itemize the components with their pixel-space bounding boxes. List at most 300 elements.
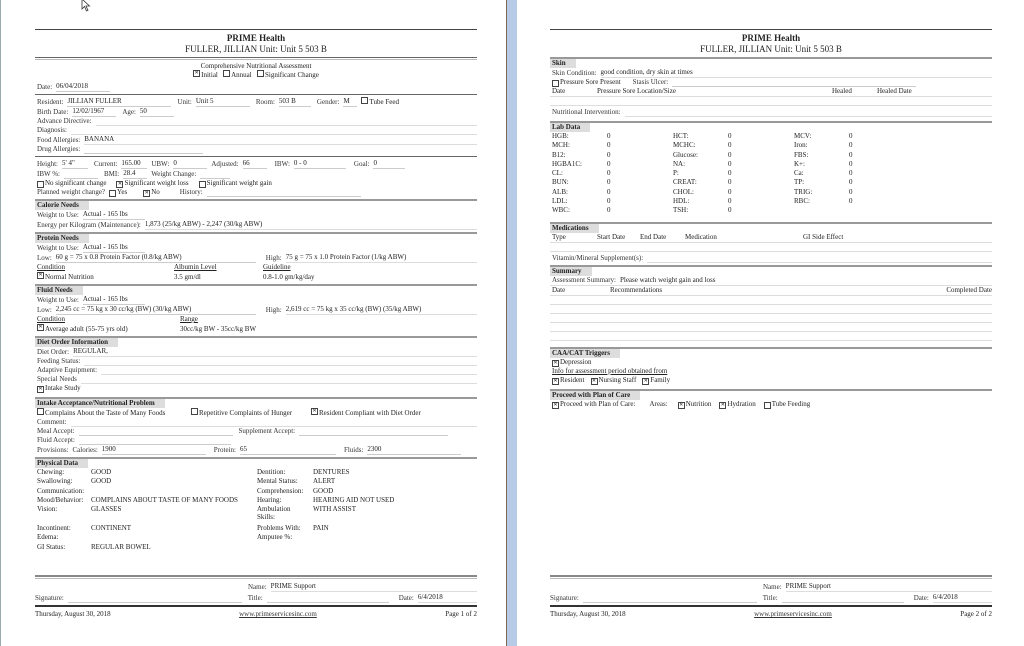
patient-line: FULLER, JILLIAN Unit: Unit 5 503 B (185, 44, 327, 54)
special-needs-value (81, 375, 477, 384)
initial-checkbox[interactable] (193, 70, 200, 77)
goal-label: Goal: (353, 160, 370, 168)
gender-value: M (343, 97, 357, 107)
vitamin-supplement-value (647, 254, 992, 263)
adaptive-equipment-value (101, 366, 477, 375)
signature-date-value: 6/4/2018 (418, 593, 477, 603)
org-title-page-2: PRIME Health (741, 33, 801, 43)
summary-section (550, 265, 992, 341)
initial-label: Initial (201, 71, 218, 79)
depression-checkbox[interactable] (552, 360, 559, 367)
albumin-level-header: Albumin Level (174, 263, 217, 271)
signer-name-value: PRIME Support (786, 582, 992, 592)
diet-order-label: Diet Order: (37, 348, 70, 356)
phys-label: Vision: (37, 505, 58, 514)
lab-label: NA: (673, 159, 686, 168)
supplement-accept-value (299, 427, 448, 436)
phys-value (313, 533, 463, 542)
birth-date-label: Birth Date: (37, 108, 69, 116)
lab-label: TP: (794, 178, 805, 187)
no-significant-change-label: No significant change (45, 179, 107, 187)
resident-source-checkbox[interactable] (552, 378, 559, 385)
phys-label: Chewing: (37, 468, 65, 476)
lab-data-section (550, 121, 992, 216)
phys-label: GI Status: (37, 542, 66, 551)
lab-label: TRIG: (794, 187, 813, 196)
page-number: Page 1 of 2 (445, 610, 477, 618)
fluid-accept-label: Fluid Accept: (37, 436, 75, 444)
signer-name-label: Name: (248, 583, 267, 591)
lab-label: Glucose: (673, 150, 698, 159)
resident-source-label: Resident (560, 375, 585, 384)
signer-name-value: PRIME Support (271, 582, 477, 592)
significant-change-label: Significant Change (264, 71, 319, 79)
significant-change-checkbox[interactable] (257, 70, 264, 77)
lab-label: WBC: (552, 206, 570, 215)
fluid-needs-section (35, 284, 477, 334)
provision-calories-label: Calories: (72, 446, 98, 454)
phys-label: Hearing: (257, 495, 282, 504)
phys-label: Swallowing: (37, 477, 73, 486)
physical-data-grid (35, 468, 477, 552)
lab-value: 0 (607, 132, 611, 140)
nursing-staff-checkbox[interactable] (591, 378, 598, 385)
lab-label: RBC: (794, 197, 810, 206)
phys-value: COMPLAINS ABOUT TASTE OF MANY FOODS (91, 495, 238, 504)
lab-label: CREAT: (673, 178, 697, 187)
physical-data-heading: Physical Data (35, 459, 88, 468)
fluid-accept-value (79, 436, 231, 445)
nutrition-checkbox[interactable] (678, 402, 685, 409)
normal-nutrition-checkbox[interactable] (37, 272, 44, 279)
page-1-content (35, 29, 477, 552)
signature-date-value: 6/4/2018 (933, 593, 992, 603)
guideline-value: 0.8-1.0 gm/kg/day (263, 273, 315, 281)
lab-value: 0 (607, 159, 611, 168)
page-1-footer (35, 610, 477, 618)
lab-label: HCT: (673, 132, 689, 140)
planned-no-checkbox[interactable] (143, 190, 150, 197)
age-value: 50 (140, 107, 174, 117)
tube-feeding-checkbox[interactable] (764, 402, 771, 409)
skin-col-healed: Healed (832, 87, 852, 95)
complaints-hunger-label: Repetitive Complaints of Hunger (199, 409, 293, 417)
lab-label: HGB: (552, 132, 569, 140)
ibw-value: 0 - 0 (294, 159, 346, 169)
intake-study-label: Intake Study (45, 384, 81, 392)
phys-value (91, 533, 257, 542)
org-title: PRIME Health (226, 33, 286, 43)
signer-title-value (267, 594, 389, 603)
complains-taste-label: Complains About the Taste of Many Foods (45, 409, 166, 417)
energy-per-kg-label: Energy per Kilogram (Maintenance): (37, 221, 141, 229)
height-value: 5' 4" (62, 159, 88, 169)
weight-change-label: Weight Change: (151, 170, 197, 178)
lab-value: 0 (849, 197, 853, 206)
summary-col-date: Date (552, 285, 566, 294)
planned-yes-checkbox[interactable] (109, 190, 116, 197)
lab-value: 0 (728, 132, 732, 140)
bmi-value: 28.4 (123, 169, 147, 179)
annual-label: Annual (231, 71, 252, 79)
advance-directive-value (96, 117, 477, 126)
room-value: 503 B (279, 97, 311, 107)
lab-label: Ca: (794, 169, 804, 178)
protein-needs-heading: Protein Needs (35, 234, 89, 243)
ubw-label: UBW: (151, 160, 170, 168)
height-label: Height: (37, 160, 58, 168)
calorie-needs-heading: Calorie Needs (35, 201, 89, 210)
lab-label: MCV: (794, 132, 812, 140)
lab-label: LDL: (552, 197, 568, 206)
calorie-weight-value: Actual - 165 lbs (83, 210, 145, 220)
lab-label: MCHC: (673, 141, 696, 150)
phys-value: GLASSES (91, 505, 122, 514)
lab-label: CHOL: (673, 187, 694, 196)
phys-value (91, 487, 257, 496)
phys-value: GOOD (91, 468, 112, 476)
advance-directive-label: Advance Directive: (37, 117, 92, 125)
depression-label: Depression (560, 357, 592, 366)
skin-col-date: Date (552, 87, 566, 95)
physical-data-section (35, 457, 477, 552)
print-date: Thursday, August 30, 2018 (550, 610, 626, 618)
stasis-ulcer-value (672, 78, 916, 87)
room-label: Room: (255, 98, 275, 106)
food-allergies-label: Food Allergies: (37, 136, 81, 144)
phys-label: Communication: (37, 486, 85, 495)
fluid-high-value: 2,619 cc = 75 kg x 35 cc/kg (BW) (35/kg ABW) (286, 305, 477, 315)
lab-value: 0 (849, 169, 853, 178)
signature-field[interactable] (68, 594, 242, 603)
fluid-low-label: Low: (37, 306, 52, 314)
diagnosis-value (71, 126, 477, 135)
lab-value: 0 (607, 178, 611, 187)
feeding-status-value (84, 357, 477, 366)
provisions-label: Provisions: (37, 446, 69, 454)
intake-acceptance-heading: Intake Acceptance/Nutritional Problem (35, 399, 165, 408)
medications-heading: Medications (550, 224, 599, 233)
fluid-low-value: 2,245 cc = 75 kg x 30 cc/kg (BW) (30/kg ABW) (56, 305, 256, 315)
nutritional-intervention-value (625, 108, 992, 117)
mouse-cursor-icon (81, 0, 91, 12)
unit-value: Unit 5 (196, 97, 250, 107)
lab-label (794, 206, 849, 215)
lab-value: 0 (607, 169, 611, 178)
caa-triggers-section (550, 347, 992, 385)
supplement-accept-label: Supplement Accept: (238, 427, 296, 435)
tube-feed-label: Tube Feed (369, 98, 399, 106)
phys-label: Edema: (37, 533, 59, 542)
stasis-ulcer-label: Stasis Ulcer: (632, 78, 669, 86)
tube-feed-checkbox[interactable] (361, 97, 368, 104)
resident-name: JILLIAN FULLER (67, 97, 171, 107)
pressure-sore-checkbox[interactable] (552, 80, 559, 87)
lab-label: K+: (794, 159, 805, 168)
current-weight-value: 165.00 (121, 159, 147, 169)
report-page-2 (517, 0, 1024, 646)
lab-value: 0 (607, 150, 611, 159)
signer-title-label: Title: (762, 594, 778, 602)
nursing-staff-label: Nursing Staff (598, 375, 637, 384)
skin-col-location: Pressure Sore Location/Size (597, 87, 676, 95)
phys-value: GOOD (313, 486, 334, 495)
food-allergies-value: BANANA (84, 135, 477, 145)
protein-low-value: 60 g = 75 x 0.8 Protein Factor (0.8/kg ABW) (56, 253, 256, 263)
lab-value: 0 (849, 159, 853, 168)
skin-condition-value: good condition, dry skin at times (601, 68, 992, 78)
info-source-label: Info for assessment period obtained from (552, 366, 668, 375)
lab-value (849, 206, 909, 215)
signature-block-page-1 (35, 575, 477, 618)
planned-weight-change-label: Planned weight change? (37, 188, 106, 196)
phys-value: CONTINENT (91, 524, 132, 533)
website-link[interactable]: www.primeservicesinc.com (239, 610, 317, 618)
diet-order-heading: Diet Order Information (35, 338, 118, 347)
no-significant-change-checkbox[interactable] (37, 181, 44, 188)
fluid-range-value: 30cc/kg BW - 35cc/kg BW (180, 325, 257, 333)
phys-value (313, 543, 463, 552)
hydration-label: Hydration (727, 399, 756, 408)
history-value (207, 188, 361, 197)
birth-date: 12/02/1967 (72, 107, 116, 117)
lab-value: 0 (849, 178, 853, 187)
lab-value: 0 (728, 197, 732, 206)
feeding-status-label: Feeding Status: (37, 357, 81, 365)
resident-label: Resident: (37, 98, 64, 106)
protein-high-label: High: (265, 254, 282, 262)
guideline-header: Guideline (263, 263, 291, 271)
pressure-sore-label: Pressure Sore Present (560, 78, 621, 86)
signature-date-label: Date: (398, 594, 414, 602)
summary-col-recommendations: Recommendations (610, 285, 663, 294)
significant-weight-gain-checkbox[interactable] (199, 181, 206, 188)
lab-value: 0 (607, 206, 611, 215)
diet-order-value: REGULAR, (73, 347, 477, 357)
lab-value: 0 (607, 197, 611, 206)
protein-high-value: 75 g = 75 x 1.0 Protein Factor (1/kg ABW) (286, 253, 477, 263)
signer-name-label: Name: (763, 583, 782, 591)
lab-label: HGBA1C: (552, 159, 582, 168)
protein-needs-section (35, 232, 477, 282)
signer-title-label: Title: (247, 594, 263, 602)
phys-label (257, 543, 313, 552)
lab-label: FBS: (794, 150, 809, 159)
intake-study-checkbox[interactable] (37, 386, 44, 393)
med-col-end: End Date (640, 232, 667, 241)
med-col-medication: Medication (685, 232, 717, 241)
fluid-range-header: Range (180, 315, 198, 323)
albumin-level-value: 3.5 gm/dl (174, 273, 201, 281)
compliant-diet-checkbox[interactable] (311, 408, 318, 415)
fluid-condition-value: Average adult (55-75 yrs old) (45, 325, 128, 333)
nutritional-intervention-label: Nutritional Intervention: (552, 108, 621, 116)
phys-label: Problems With: (257, 524, 301, 533)
lab-value: 0 (728, 159, 732, 168)
date-label: Date: (37, 83, 53, 91)
lab-label: CL: (552, 169, 563, 178)
lab-value: 0 (728, 169, 732, 178)
website-link[interactable]: www.primeservicesinc.com (754, 610, 832, 618)
plan-of-care-section (550, 389, 992, 409)
diet-order-section (35, 336, 477, 393)
phys-label: Mental Status: (257, 477, 298, 486)
goal-value: 0 (373, 159, 405, 169)
signature-label: Signature: (550, 594, 579, 602)
bmi-label: BMI: (104, 170, 120, 178)
provision-fluids-value: 2300 (367, 445, 461, 455)
lab-label: BUN: (552, 178, 569, 187)
plan-of-care-heading: Proceed with Plan of Care (550, 391, 640, 400)
energy-per-kg-value: 1,873 (25/kg ABW) - 2,247 (30/kg ABW) (145, 220, 477, 230)
meal-accept-label: Meal Accept: (37, 427, 75, 435)
phys-label: Incontinent: (37, 524, 71, 533)
phys-label: Ambulation Skills: (257, 505, 291, 522)
report-page-1 (0, 0, 507, 646)
history-label: History: (179, 188, 203, 196)
lab-value: 0 (728, 178, 732, 187)
ibw-percent-label: IBW %: (37, 170, 61, 178)
summary-col-completed-date: Completed Date (946, 285, 992, 294)
phys-value: DENTURES (313, 468, 350, 476)
protein-condition-header: Condition (37, 263, 66, 271)
unit-label: Unit: (177, 98, 192, 106)
assessment-date: 06/04/2018 (56, 82, 110, 92)
diagnosis-label: Diagnosis: (37, 126, 67, 134)
compliant-diet-label: Resident Compliant with Diet Order (319, 409, 421, 417)
fluid-weight-label: Weight to Use: (37, 296, 79, 304)
lab-value: 0 (728, 206, 732, 215)
significant-weight-loss-checkbox[interactable] (116, 181, 123, 188)
assessment-type-options (35, 70, 477, 79)
phys-value: REGULAR BOWEL (91, 542, 151, 551)
fluid-needs-heading: Fluid Needs (35, 286, 83, 295)
phys-label: Amputee %: (257, 533, 293, 542)
fluid-high-label: High: (265, 306, 282, 314)
med-col-start: Start Date (597, 232, 626, 241)
patient-line-page-2: FULLER, JILLIAN Unit: Unit 5 503 B (700, 44, 842, 54)
lab-value: 0 (607, 187, 611, 196)
lab-value: 0 (849, 150, 853, 159)
skin-heading: Skin (550, 59, 576, 68)
hydration-checkbox[interactable] (719, 402, 726, 409)
complaints-hunger-checkbox[interactable] (191, 408, 198, 415)
phys-label: Mood/Behavior: (37, 495, 84, 504)
phys-value: GOOD (91, 477, 112, 486)
lab-value: 0 (849, 141, 853, 150)
signature-label: Signature: (35, 594, 64, 602)
signature-field[interactable] (583, 594, 757, 603)
calorie-needs-section (35, 199, 477, 230)
print-date: Thursday, August 30, 2018 (35, 610, 111, 618)
lab-value: 0 (728, 187, 732, 196)
ubw-value: 0 (173, 159, 207, 169)
signature-block-page-2 (550, 575, 992, 618)
adjusted-weight-label: Adjusted: (211, 160, 239, 168)
lab-value: 0 (607, 141, 611, 150)
current-weight-label: Current: (94, 160, 118, 168)
skin-condition-label: Skin Condition: (552, 69, 597, 77)
protein-weight-value: Actual - 165 lbs (83, 243, 145, 253)
proceed-plan-checkbox[interactable] (552, 402, 559, 409)
med-col-type: Type (552, 232, 566, 241)
form-title: Comprehensive Nutritional Assessment (200, 62, 312, 70)
nutrition-label: Nutrition (685, 399, 712, 408)
tube-feeding-label: Tube Feeding (771, 399, 811, 408)
family-checkbox[interactable] (642, 378, 649, 385)
gender-label: Gender: (316, 98, 340, 106)
skin-section (550, 57, 992, 117)
adaptive-equipment-label: Adaptive Equipment: (37, 366, 98, 374)
phys-value: PAIN (313, 524, 329, 533)
phys-label: Dentition: (257, 468, 286, 476)
family-label: Family (650, 375, 671, 384)
lab-value: 0 (728, 141, 732, 150)
significant-weight-loss-label: Significant weight loss (124, 179, 189, 187)
age-label: Age: (122, 108, 136, 116)
phys-label: Comprehension: (257, 486, 304, 495)
protein-low-label: Low: (37, 254, 52, 262)
planned-no-label: No (151, 188, 160, 196)
significant-weight-gain-label: Significant weight gain (206, 179, 272, 187)
signature-date-label: Date: (913, 594, 929, 602)
lab-label: TSH: (673, 206, 689, 215)
provision-fluids-label: Fluids: (343, 446, 364, 454)
lab-data-grid (550, 132, 992, 216)
areas-label: Areas: (649, 399, 668, 408)
lab-label: B12: (552, 150, 566, 159)
annual-checkbox[interactable] (223, 70, 230, 77)
lab-label: ALB: (552, 187, 568, 196)
intake-acceptance-section (35, 397, 477, 455)
summary-heading: Summary (550, 267, 592, 276)
fluid-condition-header: Condition (37, 315, 66, 323)
page-2-footer (550, 610, 992, 618)
phys-value: WITH ASSIST (313, 505, 356, 514)
medications-section (550, 222, 992, 263)
protein-weight-label: Weight to Use: (37, 244, 79, 252)
caa-triggers-heading: CAA/CAT Triggers (550, 349, 620, 358)
lab-label: P: (673, 169, 679, 178)
page-number: Page 2 of 2 (960, 610, 992, 618)
provision-protein-label: Protein: (213, 446, 236, 454)
vitamin-supplement-label: Vitamin/Mineral Supplement(s): (552, 253, 644, 262)
lab-value: 0 (849, 132, 853, 140)
assessment-summary-value: Please watch weight gain and loss (619, 275, 716, 284)
provision-calories-value: 1900 (102, 445, 206, 455)
comment-label: Comment: (37, 418, 67, 426)
adjusted-weight-value: 66 (243, 159, 267, 169)
provision-protein-value: 65 (240, 445, 336, 455)
weight-change-value (200, 170, 230, 179)
skin-col-healed-date: Healed Date (877, 87, 912, 95)
calorie-weight-label: Weight to Use: (37, 211, 79, 219)
planned-yes-label: Yes (117, 188, 128, 196)
lab-label: HDL: (673, 197, 690, 206)
comment-value (71, 418, 477, 427)
drug-allergies-value (84, 145, 203, 154)
signer-title-value (782, 594, 904, 603)
average-adult-checkbox[interactable] (37, 324, 44, 331)
ibw-percent-value (64, 170, 98, 179)
meal-accept-value (79, 427, 233, 436)
lab-value: 0 (849, 187, 853, 196)
proceed-plan-label: Proceed with Plan of Care: (560, 399, 636, 408)
assessment-summary-label: Assessment Summary: (552, 275, 616, 284)
complains-taste-checkbox[interactable] (37, 408, 44, 415)
phys-value: HEARING AID NOT USED (313, 495, 395, 504)
fluid-weight-value: Actual - 165 lbs (83, 295, 145, 305)
